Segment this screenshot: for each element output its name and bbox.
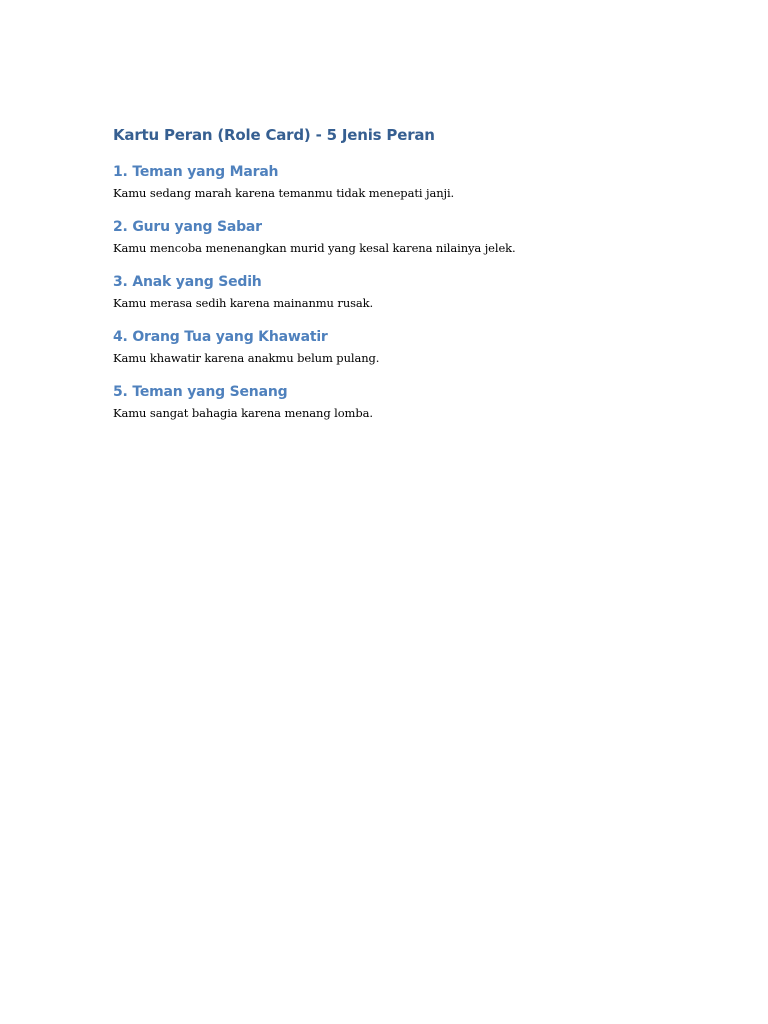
role-description: Kamu mencoba menenangkan murid yang kesal karena nilainya jelek. <box>113 241 516 255</box>
role-description: Kamu khawatir karena anakmu belum pulang. <box>113 351 380 365</box>
role-heading: 3. Anak yang Sedih <box>113 274 262 290</box>
role-section-1 <box>113 162 673 202</box>
document-title: Kartu Peran (Role Card) - 5 Jenis Peran <box>113 126 435 144</box>
role-heading: 5. Teman yang Senang <box>113 384 288 400</box>
role-heading: 1. Teman yang Marah <box>113 164 279 180</box>
role-section-5 <box>113 382 673 422</box>
role-section-2 <box>113 217 673 257</box>
role-description: Kamu merasa sedih karena mainanmu rusak. <box>113 296 374 310</box>
document-content <box>113 124 673 437</box>
role-description: Kamu sedang marah karena temanmu tidak menepati janji. <box>113 186 455 200</box>
role-section-3 <box>113 272 673 312</box>
role-heading: 2. Guru yang Sabar <box>113 219 262 235</box>
role-heading: 4. Orang Tua yang Khawatir <box>113 329 328 345</box>
role-section-4 <box>113 327 673 367</box>
role-description: Kamu sangat bahagia karena menang lomba. <box>113 406 373 420</box>
